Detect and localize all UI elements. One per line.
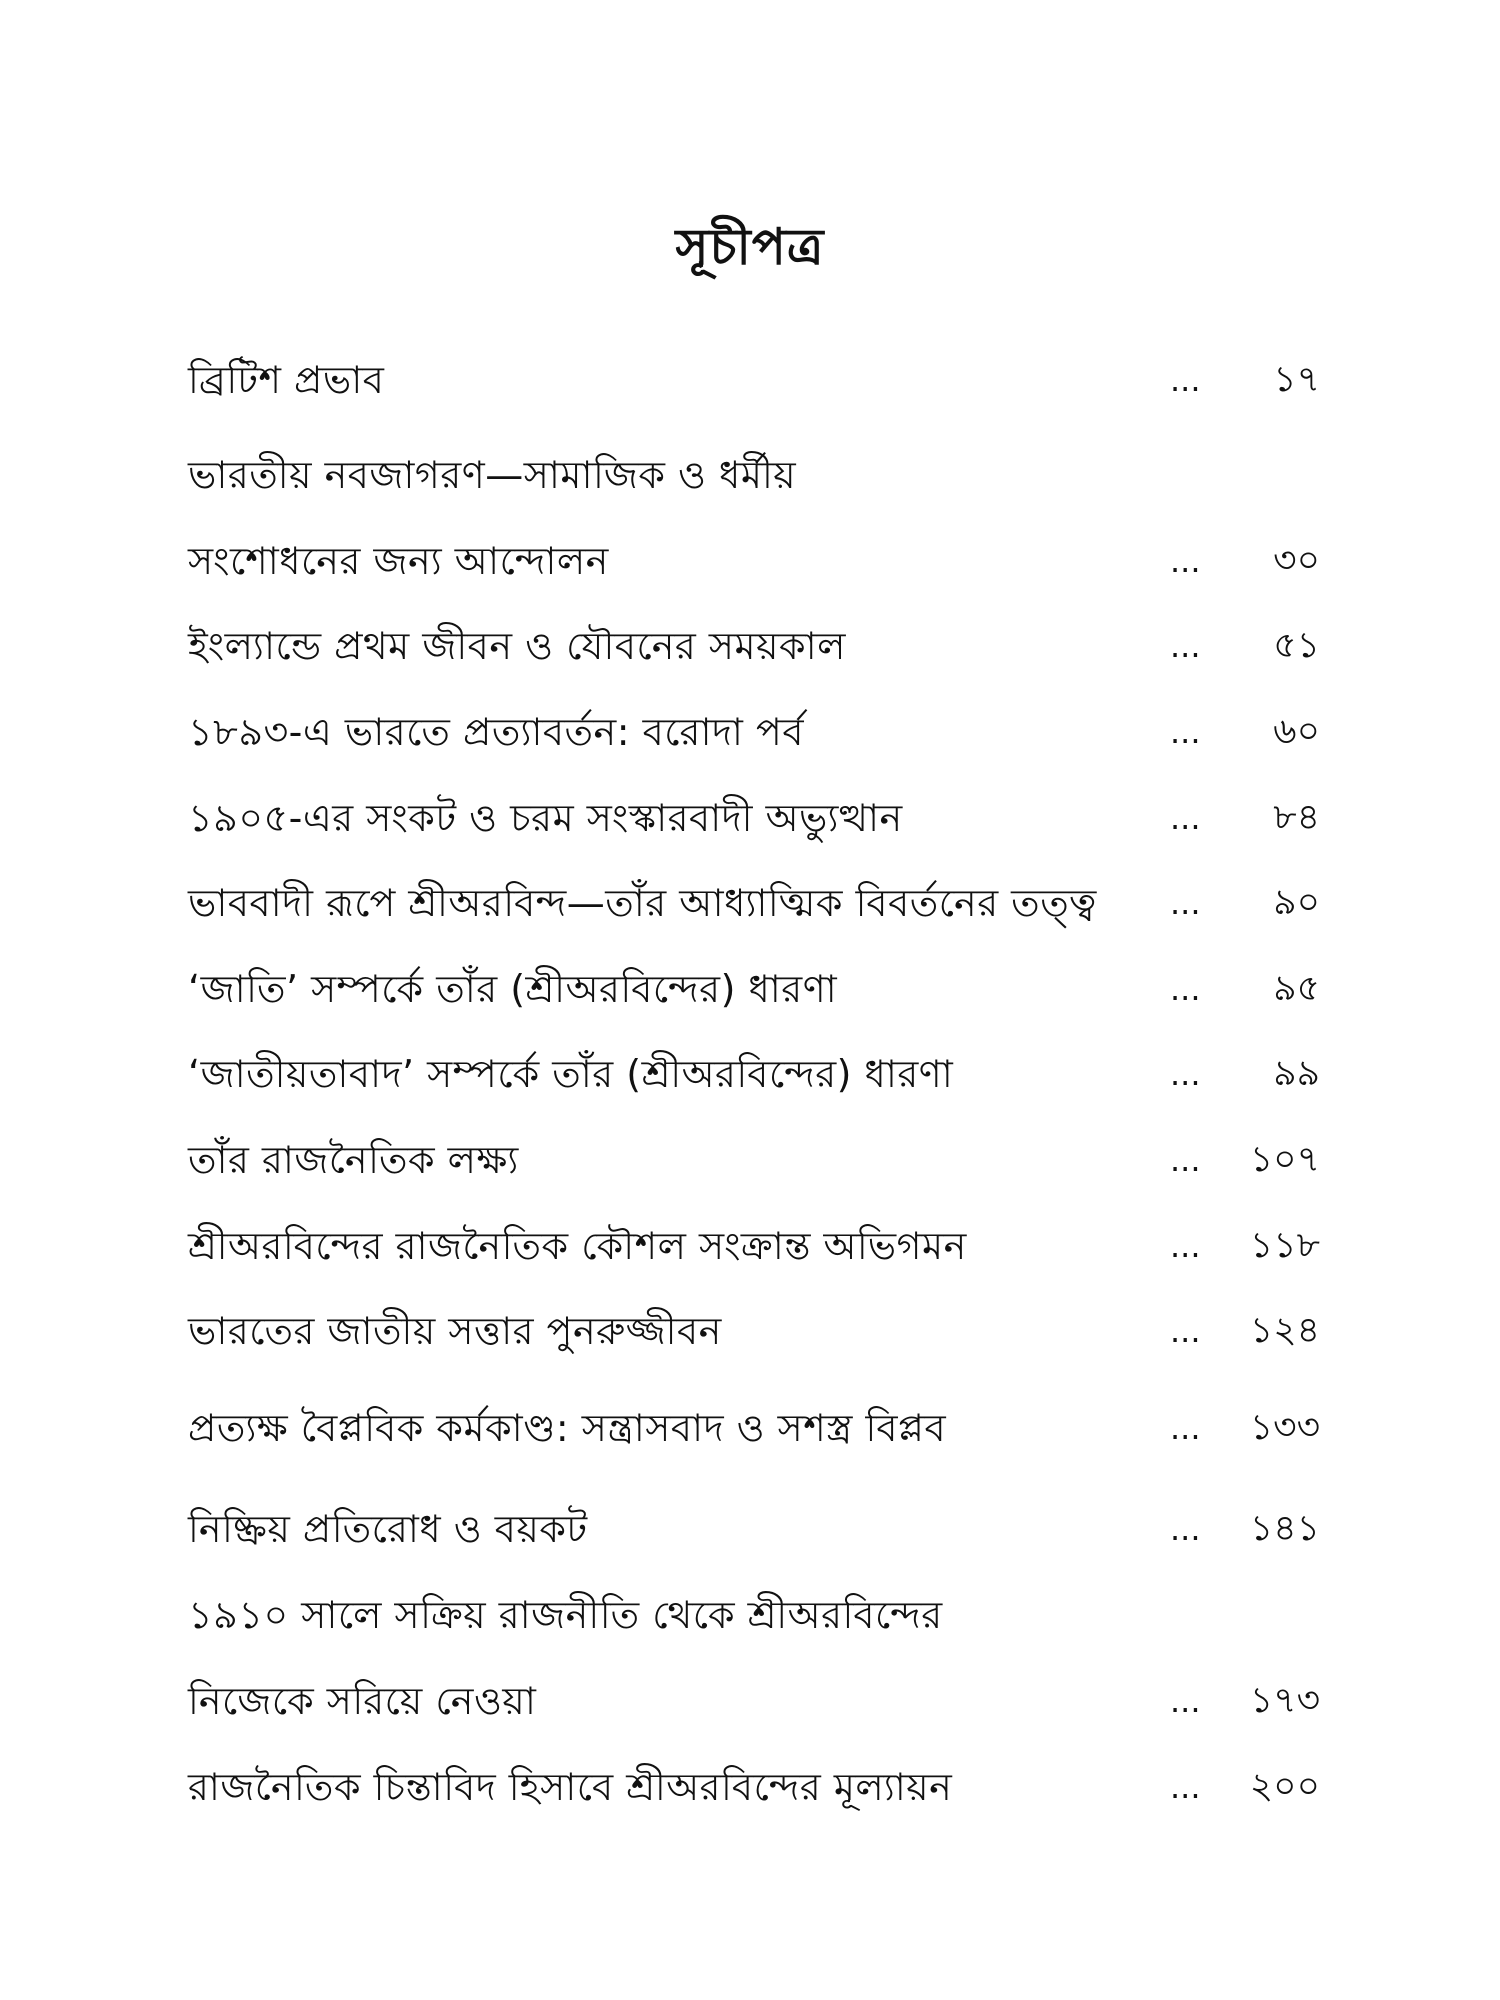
toc-entry: [0, 1216, 1500, 1276]
toc-page-number: ৮৪: [1273, 797, 1320, 838]
toc-leader-dots: ...: [1170, 627, 1201, 665]
toc-page-number: ৩০: [1273, 540, 1320, 581]
toc-entry-title: তাঁর রাজনৈতিক লক্ষ্য: [188, 1138, 519, 1182]
toc-leader-dots: ...: [1170, 1409, 1201, 1447]
toc-entry: [0, 873, 1500, 933]
toc-entry: [0, 1499, 1500, 1559]
toc-page-number: ২০০: [1249, 1766, 1320, 1807]
toc-entry: [0, 1130, 1500, 1190]
toc-page-number: ১৭৩: [1249, 1680, 1320, 1721]
toc-entry: [0, 1044, 1500, 1104]
toc-entry-title: রাজনৈতিক চিন্তাবিদ হিসাবে শ্রীঅরবিন্দের মূল্যায়ন: [188, 1765, 953, 1809]
toc-leader-dots: ...: [1170, 970, 1201, 1008]
toc-page-number: ৬০: [1273, 711, 1320, 752]
toc-page-number: ১১৮: [1249, 1225, 1320, 1266]
toc-entry-title: শ্রীঅরবিন্দের রাজনৈতিক কৌশল সংক্রান্ত অভিগমন: [188, 1224, 967, 1268]
toc-page-number: ৯৫: [1273, 968, 1320, 1009]
toc-leader-dots: ...: [1170, 1768, 1201, 1806]
toc-page-number: ৯০: [1273, 882, 1320, 923]
toc-leader-dots: ...: [1170, 1682, 1201, 1720]
toc-entry-title: সংশোধনের জন্য আন্দোলন: [188, 539, 609, 583]
toc-leader-dots: ...: [1170, 361, 1201, 399]
toc-leader-dots: ...: [1170, 1141, 1201, 1179]
toc-entry-title: ১৯০৫-এর সংকট ও চরম সংস্কারবাদী অভ্যুত্থান: [188, 796, 903, 840]
toc-leader-dots: ...: [1170, 542, 1201, 580]
toc-page-number: [1240, 1585, 1320, 1645]
toc-entry-title: ‘জাতি’ সম্পর্কে তাঁর (শ্রীঅরবিন্দের) ধারণা: [188, 967, 838, 1011]
toc-entry: [0, 616, 1500, 676]
toc-entry: [0, 1585, 1500, 1645]
toc-entry-title: ভারতের জাতীয় সত্তার পুনরুজ্জীবন: [188, 1309, 722, 1353]
toc-entry: [0, 531, 1500, 591]
toc-entry: [0, 702, 1500, 762]
toc-entry-title: ভারতীয় নবজাগরণ—সামাজিক ও ধর্মীয়: [188, 453, 797, 497]
toc-page-number: [1240, 445, 1320, 505]
toc-page-number: ১৪১: [1249, 1508, 1320, 1549]
toc-leader-dots: ...: [1170, 799, 1201, 837]
toc-entry: [0, 959, 1500, 1019]
toc-entry-title: ১৮৯৩-এ ভারতে প্রত্যাবর্তন: বরোদা পর্ব: [188, 710, 804, 754]
toc-leader-dots: ...: [1170, 1312, 1201, 1350]
toc-entry: [0, 1301, 1500, 1361]
toc-leader-dots: ...: [1170, 713, 1201, 751]
toc-entry-title: ‘জাতীয়তাবাদ’ সম্পর্কে তাঁর (শ্রীঅরবিন্দের) ধারণা: [188, 1052, 954, 1096]
toc-entry: [0, 1671, 1500, 1731]
toc-page-number: ৫১: [1273, 625, 1320, 666]
toc-entry: [0, 788, 1500, 848]
toc-entry-title: ব্রিটিশ প্রভাব: [188, 358, 385, 402]
toc-page-number: ৯৯: [1273, 1053, 1320, 1094]
toc-page-number: ১৩৩: [1249, 1407, 1320, 1448]
toc-leader-dots: ...: [1170, 1055, 1201, 1093]
toc-entry: [0, 350, 1500, 410]
toc-entry-title: প্রত্যক্ষ বৈপ্লবিক কর্মকাণ্ড: সন্ত্রাসবাদ ও সশস্ত্র বিপ্লব: [188, 1406, 947, 1450]
toc-entry-title: ভাববাদী রূপে শ্রীঅরবিন্দ—তাঁর আধ্যাত্মিক বিবর্তনের তত্ত্ব: [188, 881, 1097, 925]
toc-entry-title: ১৯১০ সালে সক্রিয় রাজনীতি থেকে শ্রীঅরবিন্দের: [188, 1593, 943, 1637]
toc-page-number: ১০৭: [1249, 1139, 1320, 1180]
toc-page-number: ১২৪: [1249, 1310, 1320, 1351]
toc-entry: [0, 445, 1500, 505]
toc-entry-title: ইংল্যান্ডে প্রথম জীবন ও যৌবনের সময়কাল: [188, 624, 846, 668]
toc-entry: [0, 1398, 1500, 1458]
toc-leader-dots: ...: [1170, 1510, 1201, 1548]
toc-entry: [0, 1757, 1500, 1817]
toc-leader-dots: ...: [1170, 884, 1201, 922]
toc-page-number: ১৭: [1273, 359, 1320, 400]
toc-leader-dots: ...: [1170, 1227, 1201, 1265]
toc-entry-title: নিজেকে সরিয়ে নেওয়া: [188, 1679, 537, 1723]
toc-entry-title: নিষ্ক্রিয় প্রতিরোধ ও বয়কট: [188, 1507, 588, 1551]
page-title: সূচীপত্র: [675, 218, 825, 276]
